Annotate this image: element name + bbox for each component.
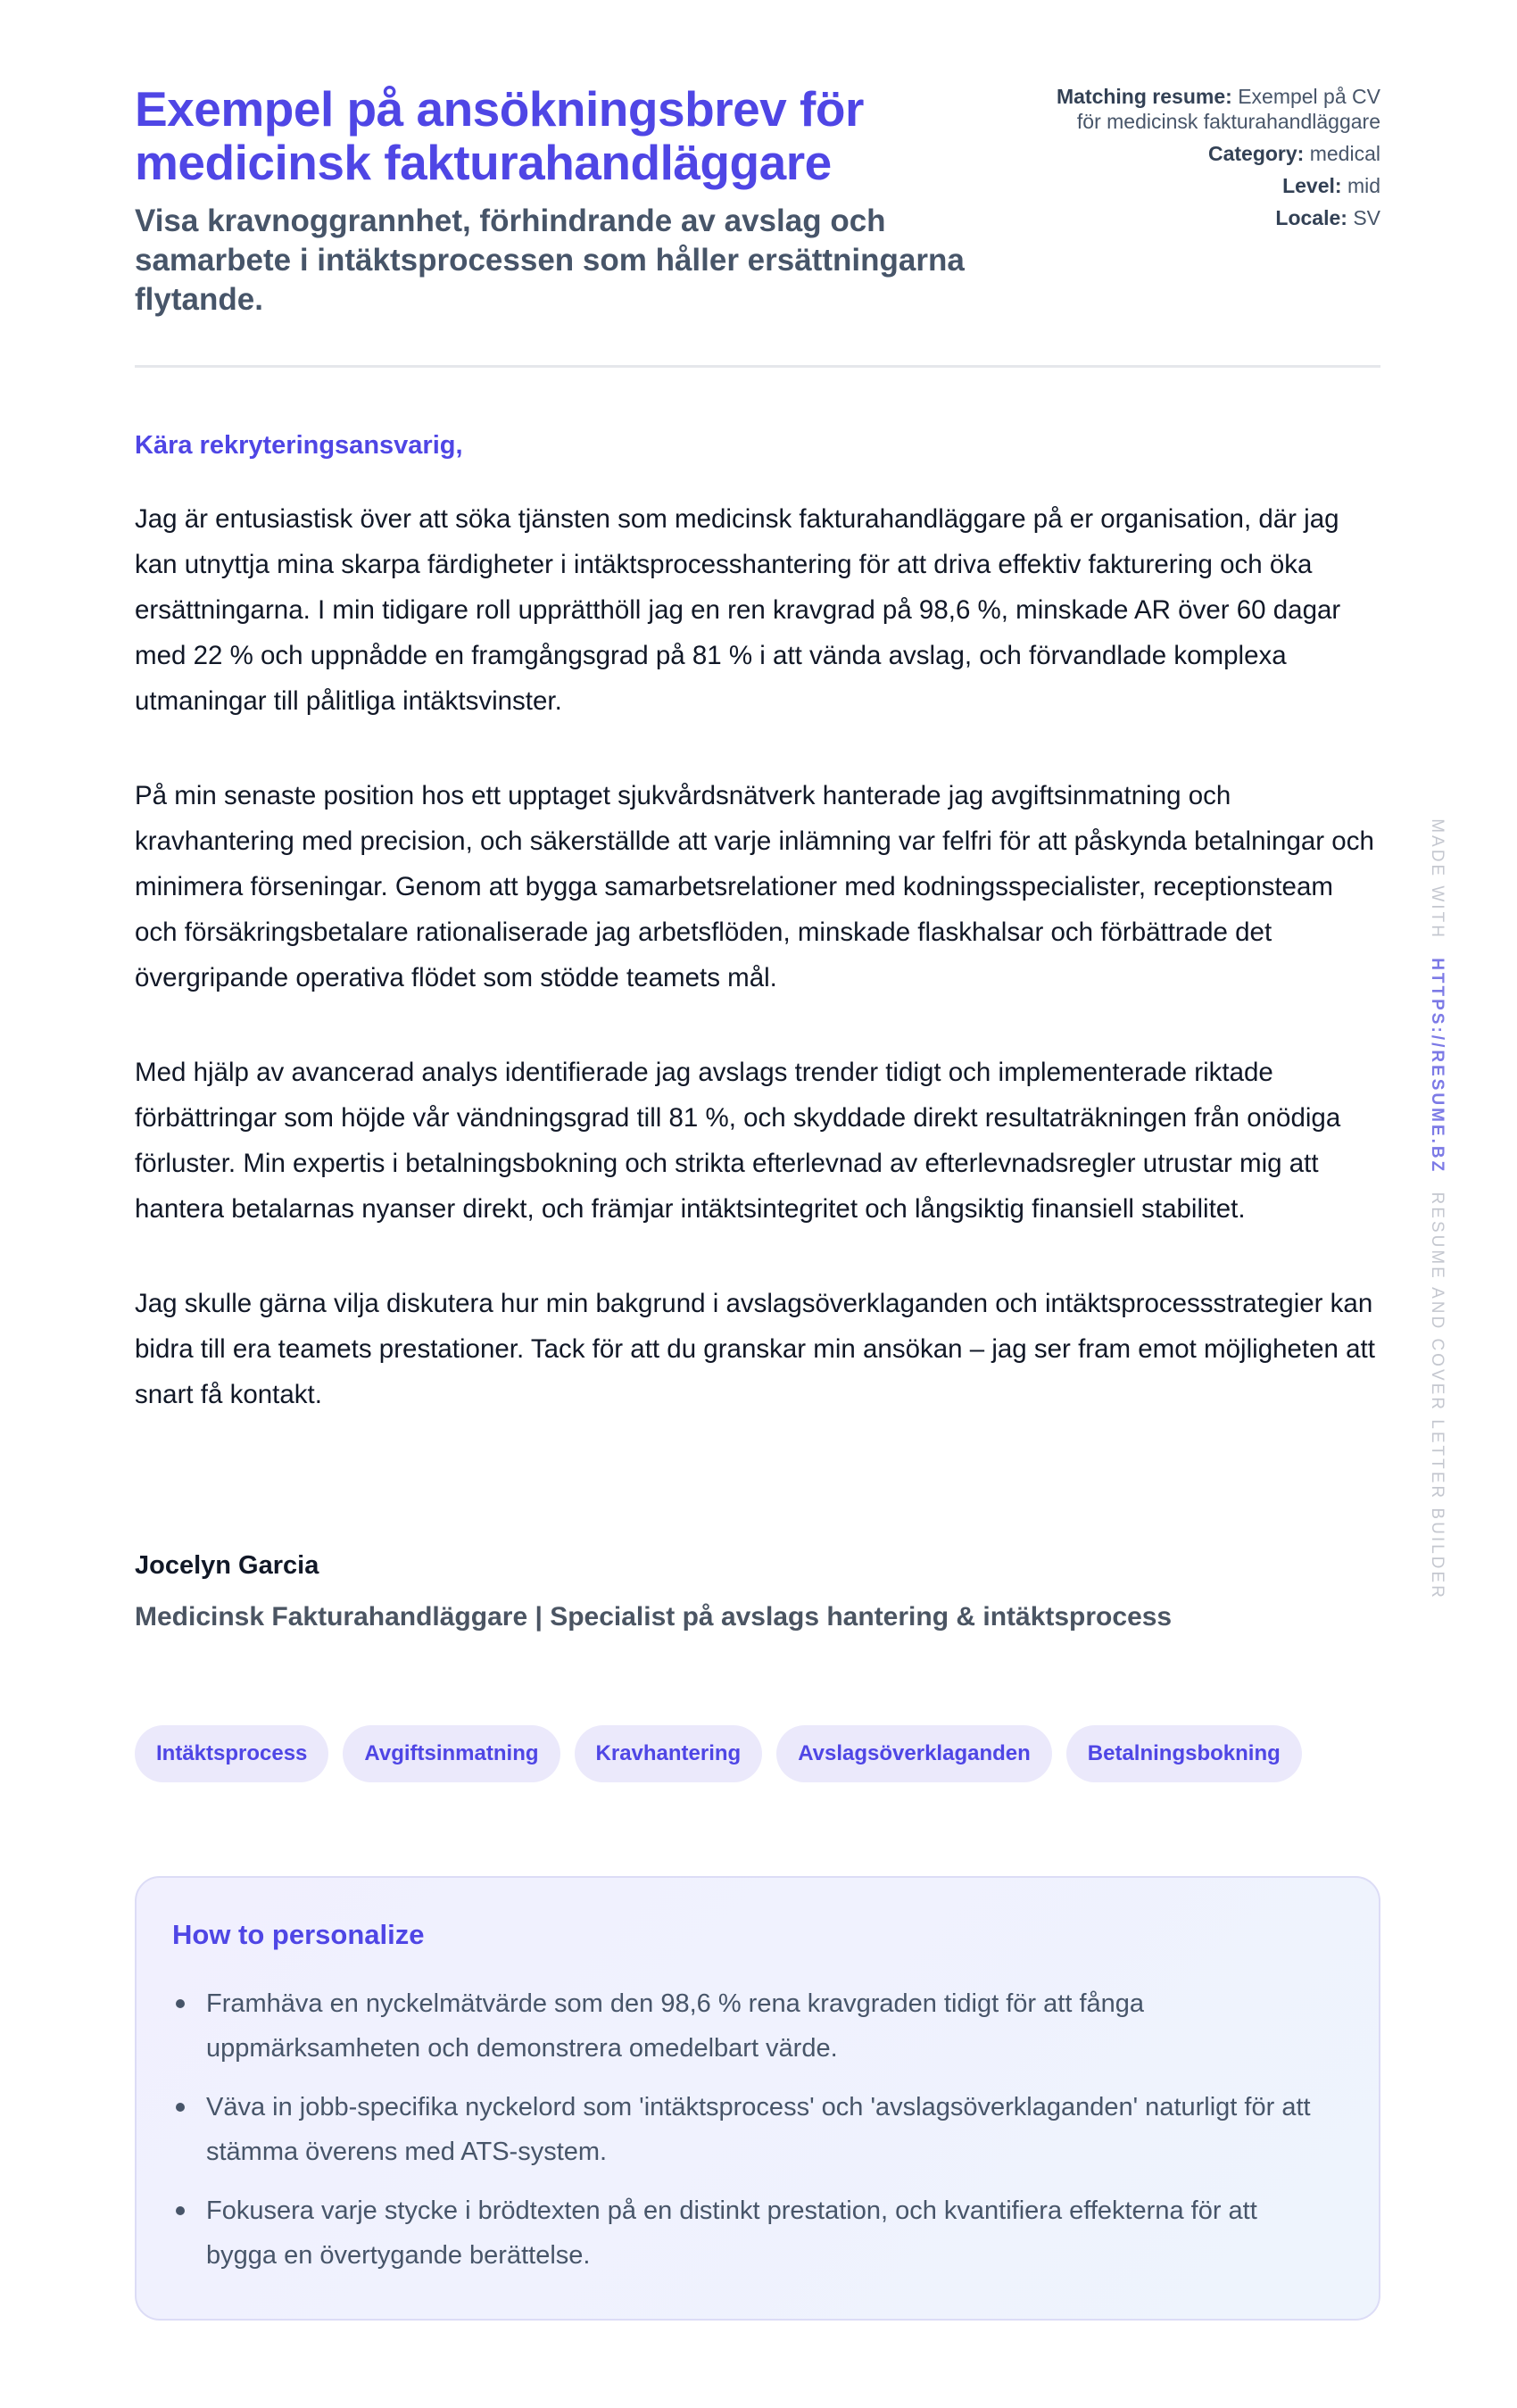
letter-greeting: Kära rekryteringsansvarig, (135, 431, 463, 460)
letter-body (135, 496, 1380, 1466)
bullet-icon (176, 2206, 185, 2215)
letter-paragraph: Jag är entusiastisk över att söka tjänsten som medicinsk fakturahandläggare på er organisation, där jag kan utnyttja mina skarpa färdigheter i intäktsprocesshantering för att driva effektiv fakturering och öka ersättningarna. I min tidigare roll upprätthöll jag en ren kravgrad på 98,6 %, minskade AR över 60 dagar med 22 % och uppnådde en framgångsgrad på 81 % i att vända avslag, och förvandlade komplexa utmaningar till pålitliga intäktsvinster. (135, 504, 1341, 716)
meta-category-label: Category: (1207, 142, 1305, 165)
personalize-tip-text: Väva in jobb-specifika nyckelord som 'intäktsprocess' och 'avslagsöverklaganden' naturligt för att stämma överens med ATS-system. (206, 2093, 1311, 2166)
skill-tags (135, 1725, 1302, 1782)
personalize-list (172, 1981, 1323, 2292)
meta-level-value: mid (1347, 174, 1380, 197)
meta-level-label: Level: (1282, 174, 1342, 197)
skill-tag: Betalningsbokning (1066, 1725, 1302, 1782)
meta-locale-value: SV (1353, 206, 1380, 229)
letter-paragraph: På min senaste position hos ett upptaget sjukvårdsnätverk hanterade jag avgiftsinmatning och kravhantering med precision, och säkerställde att varje inlämning var felfri för att påskynda betalningar och minimera förseningar. Genom att bygga samarbetsrelationer med kodningsspecialister, receptionsteam och försäkringsbetalare rationaliserade jag arbetsflöden, minskade flaskhalsar och förbättrade det övergripande operativa flödet som stödde teamets mål. (135, 781, 1374, 992)
signature-name: Jocelyn Garcia (135, 1551, 319, 1580)
personalize-tip-text: Fokusera varje stycke i brödtexten på en distinkt prestation, och kvantifiera effekterna för att bygga en övertygande berättelse. (206, 2196, 1257, 2270)
credit-prefix: MADE WITH (1428, 818, 1447, 940)
letter-paragraph: Med hjälp av avancerad analys identifierade jag avslags trender tidigt och implementerade riktade förbättringar som höjde vår vändningsgrad till 81 %, och skyddade direkt resultaträkningen från onödiga förluster. Min expertis i betalningsbokning och strikta efterlevnad av efterlevnadsregler utrustar mig att hantera betalarnas nyanser direkt, och främjar intäktsintegritet och långsiktig finansiell stabilitet. (135, 1058, 1341, 1224)
meta-matching-resume-value: Exempel på CV för medicinsk fakturahandläggare (1076, 85, 1380, 133)
credit-suffix: RESUME AND COVER LETTER BUILDER (1428, 1192, 1447, 1600)
signature-title: Medicinsk Fakturahandläggare | Specialist på avslags hantering & intäktsprocess (135, 1602, 1173, 1632)
meta-matching-resume-label: Matching resume: (1056, 85, 1232, 108)
personalize-tip (172, 1981, 1323, 2071)
meta-locale (1041, 205, 1380, 230)
meta-locale-label: Locale: (1275, 206, 1347, 229)
personalize-tip (172, 2085, 1323, 2174)
bullet-icon (176, 2103, 185, 2112)
page-title: Exempel på ansökningsbrev för medicinsk fakturahandläggare (135, 81, 864, 190)
skill-tag: Avgiftsinmatning (343, 1725, 560, 1782)
letter-paragraph: Jag skulle gärna vilja diskutera hur min bakgrund i avslagsöverklaganden och intäktsprocessstrategier kan bidra till era teamets prestationer. Tack för att du granskar min ansökan – jag ser fram emot möjligheten att snart få kontakt. (135, 1289, 1375, 1409)
made-with-credit (1427, 818, 1447, 1600)
meta-level (1041, 173, 1380, 198)
skill-tag: Avslagsöverklaganden (776, 1725, 1052, 1782)
header-divider (135, 365, 1380, 368)
page-header (135, 82, 1380, 368)
meta-category (1041, 141, 1380, 166)
bullet-icon (176, 1999, 185, 2008)
personalize-tip (172, 2188, 1323, 2278)
page-subtitle: Visa kravnoggrannhet, förhindrande av avslag och samarbete i intäktsprocessen som håller ersättningarna flytande. (135, 203, 965, 317)
skill-tag: Intäktsprocess (135, 1725, 328, 1782)
meta-category-value: medical (1309, 142, 1380, 165)
meta-matching-resume (1041, 84, 1380, 134)
personalize-title: How to personalize (172, 1919, 425, 1950)
personalize-tip-text: Framhäva en nyckelmätvärde som den 98,6 % rena kravgraden tidigt för att fånga uppmärksamheten och demonstrera omedelbart värde. (206, 1989, 1145, 2063)
skill-tag: Kravhantering (575, 1725, 763, 1782)
personalize-box (135, 1876, 1380, 2321)
credit-link[interactable]: HTTPS://RESUME.BZ (1428, 958, 1447, 1175)
meta-info (1041, 84, 1380, 237)
